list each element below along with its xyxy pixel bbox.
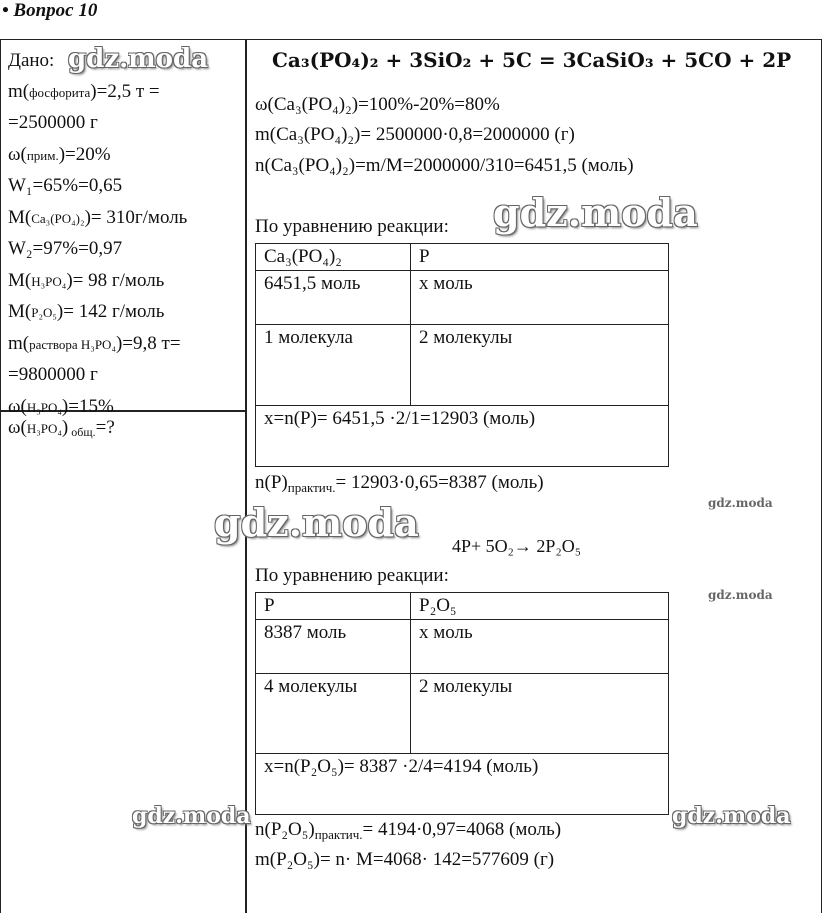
proportion-table-1 (255, 243, 669, 467)
watermark: gdz.moda (214, 500, 419, 545)
given-line: m(раствора H₃PO₄)=9,8 т= (8, 332, 181, 354)
given-line: m(фосфорита)=2,5 т = (8, 80, 160, 102)
practical-p2o5-line: $n(P_2O_5)_{практич.}= 4194\cdot 0,97=4068$ (моль) (255, 819, 562, 842)
table-result-cell: x=n(P₂O₅)= 8387 ·2/4=4194 (моль) (256, 754, 669, 815)
table-cell: P (411, 244, 669, 271)
table-cell: x моль (411, 620, 669, 674)
table-cell: 6451,5 моль (256, 271, 411, 325)
given-line: W₂=97%=0,97 (8, 238, 123, 259)
table-cell: P₂O₅ (411, 593, 669, 620)
calc-line-1: ω(Ca₃(PO₄)₂)=100%-20%=80% (255, 94, 500, 115)
column-divider (245, 39, 247, 913)
given-line: M(H₃PO₄)= 98 г/моль (8, 269, 165, 291)
watermark: gdz.moda (493, 190, 698, 235)
watermark: gdz.moda (68, 44, 209, 74)
table-cell: Ca₃(PO₄)₂ (256, 244, 411, 271)
table-cell: 8387 моль (256, 620, 411, 674)
by-equation-label-1: По уравнению реакции: (255, 216, 449, 237)
mass-p2o5-line: m(P₂O₅)= n· M=4068· 142=577609 (г) (255, 849, 555, 870)
watermark: gdz.moda (708, 496, 773, 510)
find-line: ω(H₃PO₄) $_{общ.}$=? (8, 417, 115, 439)
table-cell: 4 молекулы (256, 674, 411, 754)
given-line: =2500000 г (8, 112, 98, 133)
table-cell: 2 молекулы (411, 325, 669, 406)
given-label: Дано: (8, 50, 55, 71)
practical-p-line: $n(P)_{практич.}= 12903\cdot 0,65=8387$ (моль) (255, 472, 544, 495)
given-line: W₁=65%=0,65 (8, 175, 123, 196)
reaction-equation-2: 4P+ 5O₂→ 2P₂O₅ (452, 536, 581, 556)
table-cell: x моль (411, 271, 669, 325)
calc-line-3: n(Ca₃(PO₄)₂)=m/M=2000000/310=6451,5 (моль) (255, 155, 634, 176)
question-heading: • Вопрос 10 (2, 0, 98, 21)
given-line: ω(H₃PO₄)=15% (8, 395, 114, 417)
given-line: M(P₂O₅)= 142 г/моль (8, 301, 165, 322)
given-line: M(Ca₃(PO₄)₂)= 310г/моль (8, 206, 188, 228)
table-result-cell: x=n(P)= 6451,5 ·2/1=12903 (моль) (256, 406, 669, 467)
given-line: =9800000 г (8, 364, 98, 385)
table-cell: 2 молекулы (411, 674, 669, 754)
watermark: gdz.moda (708, 588, 773, 602)
table-cell: 1 молекула (256, 325, 411, 406)
by-equation-label-2: По уравнению реакции: (255, 565, 449, 586)
watermark: gdz.moda (672, 803, 791, 829)
reaction-equation-1: Ca₃(PO₄)₂ + 3SiO₂ + 5C = 3CaSiO₃ + 5CO + 2P (272, 48, 792, 72)
calc-line-2: m(Ca₃(PO₄)₂)= 2500000·0,8=2000000 (г) (255, 124, 575, 145)
watermark: gdz.moda (132, 803, 251, 829)
proportion-table-2 (255, 592, 669, 815)
table-cell: P (256, 593, 411, 620)
given-block (8, 46, 187, 423)
given-line: ω(прим.)=20% (8, 143, 111, 165)
